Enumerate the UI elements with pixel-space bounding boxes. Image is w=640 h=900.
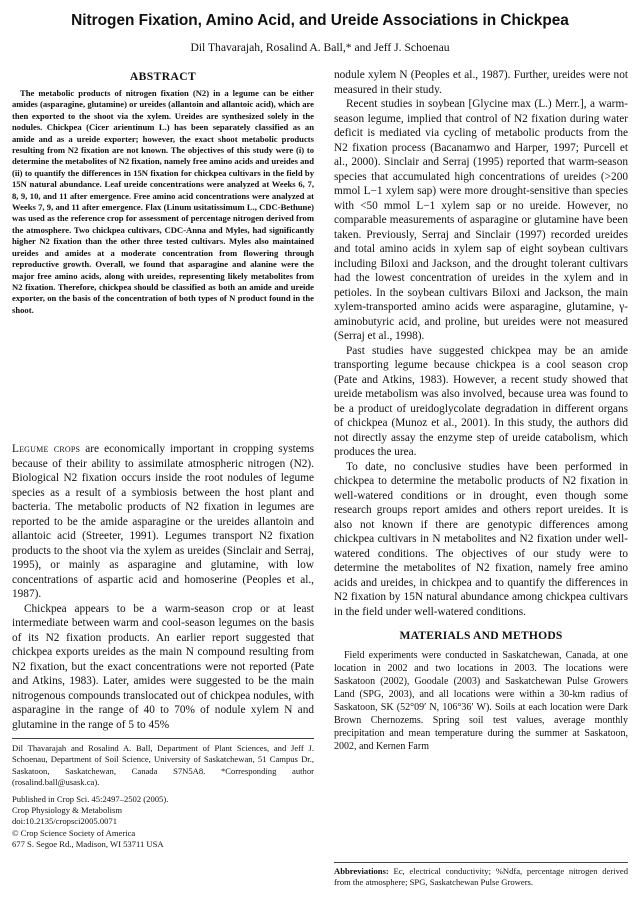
intro-paragraph-3: Recent studies in soybean [Glycine max (L.) Merr.], a warm-season legume, implied that control of N2 fixation during water deficit is mediated via cycling of metabolic products from the N2 fixation process (Bacanamwo and Harper, 1997; Purcell et al., 2000). Sinclair and Serraj (1995) reported that warm-season species that accumulated high concentrations of ureides (>200 mmol L−1 xylem sap) were more drought-sensitive than species with <50 mmol L−1 xylem sap or no ureide. However, no comparable measurements of asparagine or glutamine have been taken. Previously, Serraj and Sinclair (1997) recorded ureides and total amino acids in xylem sap of eight soybean cultivars including Biloxi and Jackson, and the drought tolerant cultivars had the lowest concentration of ureides in the xylem and in petioles. In the soybean cultivars Biloxi and Jackson, the main xylem-transported amino acids were asparagine, glutamine, γ-aminobutyric acid, and proline, but ureides were not measured (Serraj et al., 1998). xyxy=(334,98,628,342)
publication-line: Crop Physiology & Metabolism xyxy=(12,805,123,816)
publication-line: Published in Crop Sci. 45:2497–2502 (2005). xyxy=(12,793,169,804)
intro-paragraph-5: To date, no conclusive studies have been performed in chickpea to determine the metabolic products of N2 fixation in well-watered conditions or in drought, even though some research groups report amides and others report ureides. It is also not known if there are genotypic differences among chickpea cultivars in N metabolites and N2 fixation under well-watered conditions. The objectives of our study were to determine the metabolites of N2 fixation, namely free amino acids and ureides, in chickpea and to quantify the differences in N2 fixation by 15N natural abundance among chickpea cultivars in the field under well-watered conditions. xyxy=(334,460,628,618)
publication-line: © Crop Science Society of America xyxy=(12,827,136,838)
intro-paragraph-4: Past studies have suggested chickpea may be an amide transporting legume because chickpea is a cool season crop (Pate and Atkins, 1983). However, a recent study showed that ureide metabolism was also involved, because urea was found to be a product of ureidoglycolate degradation in different organs of chickpea (Munoz et al., 2001). In this study, the authors did not directly assay the enzyme step of ureide catabolism, which produces the urea. xyxy=(334,344,628,458)
intro-paragraph-2: Chickpea appears to be a warm-season crop or at least intermediate between warm and cool-season legumes on the basis of its N2 fixation products. An earlier report suggested that chickpea exports ureides as the main N compound resulting from N2 fixation, but the exact concentrations were not reported (Pate and Atkins, 1983). Later, amides were suggested to be the main nitrogenous compounds translocated out of chickpea nodules, with asparagine in the range of 40 to 70% of nodule xylem N and glutamine in the range of 5 to 45% xyxy=(12,602,314,731)
abstract-text: The metabolic products of nitrogen fixation (N2) in a legume can be either amides (asparagine, glutamine) or ureides (allantoin and allantoic acid), which are then exported to the shoot via the xylem. Ureides are synthesized solely in the nodules. Chickpea (Cicer arientinum L.) has been separately classified as an amide and as a ureide exporter; however, the exact shoot metabolic products resulting from N2 fixation are not known. The objectives of this study were (i) to determine the metabolites of N2 fixation, namely free amino acids and ureides and (ii) to quantify the differences in 15N fixation for chickpea cultivars in the field by 15N natural abundance. Leaf ureide concentrations were analyzed at Weeks 6, 7, 8, 9, 10, and 11 after emergence. Free amino acid concentrations were analyzed at Weeks 7, 9, and 11 after emergence. Flax (Linum usitatissimum L., CDC-Bethune) was used as the reference crop for assessment of percentage nitrogen derived from the atmosphere. Two chickpea cultivars, CDC-Anna and Myles, had significantly higher N2 fixation than the other three tested cultivars. Myles also maintained ureides and amides at a moderate concentration from flowering through reproductive growth. Overall, we found that asparagine and alanine were the major free amino acids, along with ureides, representing likely metabolites from N2 fixation. Therefore, chickpea should be classified as both an amide and ureide exporter, on the basis of the concentration of both types of N product found in the shoot. xyxy=(12,88,314,315)
abbreviations-footnote xyxy=(334,862,628,888)
right-column xyxy=(334,68,628,898)
doi-line: doi:10.2135/cropsci2005.0071 xyxy=(12,816,118,827)
intro-paragraph-continued: nodule xylem N (Peoples et al., 1987). Further, ureides were not measured in their study. xyxy=(334,69,628,96)
abstract-heading: ABSTRACT xyxy=(129,70,197,83)
paper-title: Nitrogen Fixation, Amino Acid, and Ureide Associations in Chickpea xyxy=(71,12,569,29)
intro-lead-smallcaps: Legume crops xyxy=(12,443,81,456)
abbreviations-text: Ec, electrical conductivity; %Ndfa, percentage nitrogen derived from the atmosphere; SPG, Saskatchewan Pulse Growers. xyxy=(334,866,628,887)
author-affiliation: Dil Thavarajah and Rosalind A. Ball, Department of Plant Sciences, and Jeff J. Schoenau, Department of Soil Science, University of Saskatchewan, 51 Campus Dr., Saskatoon, Saskatchewan, Canada S7N5A8. *Corresponding author (rosalind.ball@usask.ca). xyxy=(12,743,314,787)
methods-heading: MATERIALS AND METHODS xyxy=(399,629,563,642)
publication-info xyxy=(12,794,314,850)
intro-paragraph-1-text: are economically important in cropping systems because of their ability to assimilate atmospheric nitrogen (N2). Biological N2 fixation occurs inside the root nodules of legume species as a result of a symbiosis between the host plant and bacteria. The metabolic products of N2 fixation in legumes are reported to be the amide asparagine or the ureides allantoin and allantoic acid (Streeter, 1991). Legumes transport N2 fixation products to the shoot via the xylem as ureides (Sinclair and Serraj, 1995), or mainly as asparagine and glutamine, with low concentrations of aspartic acid and homoserine (Peoples et al., 1987). xyxy=(12,443,314,601)
abbreviations-label: Abbreviations: xyxy=(334,866,389,876)
methods-paragraph-1: Field experiments were conducted in Saskatchewan, Canada, at one location in 2002 and two locations in 2003. The locations were Saskatoon (2002), Goodale (2003) and Saskatchewan Pulse Growers Land (SPG, 2003), and all locations were within a 30-km radius of Saskatoon, SK (52°09′ N, 106°36′ W). Soils at each location were Dark Brown Chernozems. Spring soil test values, average monthly precipitation and mean temperature during the summer at Saskatoon, 2002, and Kernen Farm xyxy=(334,650,628,752)
publication-line: 677 S. Segoe Rd., Madison, WI 53711 USA xyxy=(12,838,164,849)
intro-paragraph-1 xyxy=(12,442,314,602)
left-column xyxy=(12,68,314,898)
author-list: Dil Thavarajah, Rosalind A. Ball,* and Jeff J. Schoenau xyxy=(190,41,450,54)
footnote-divider xyxy=(12,738,314,739)
